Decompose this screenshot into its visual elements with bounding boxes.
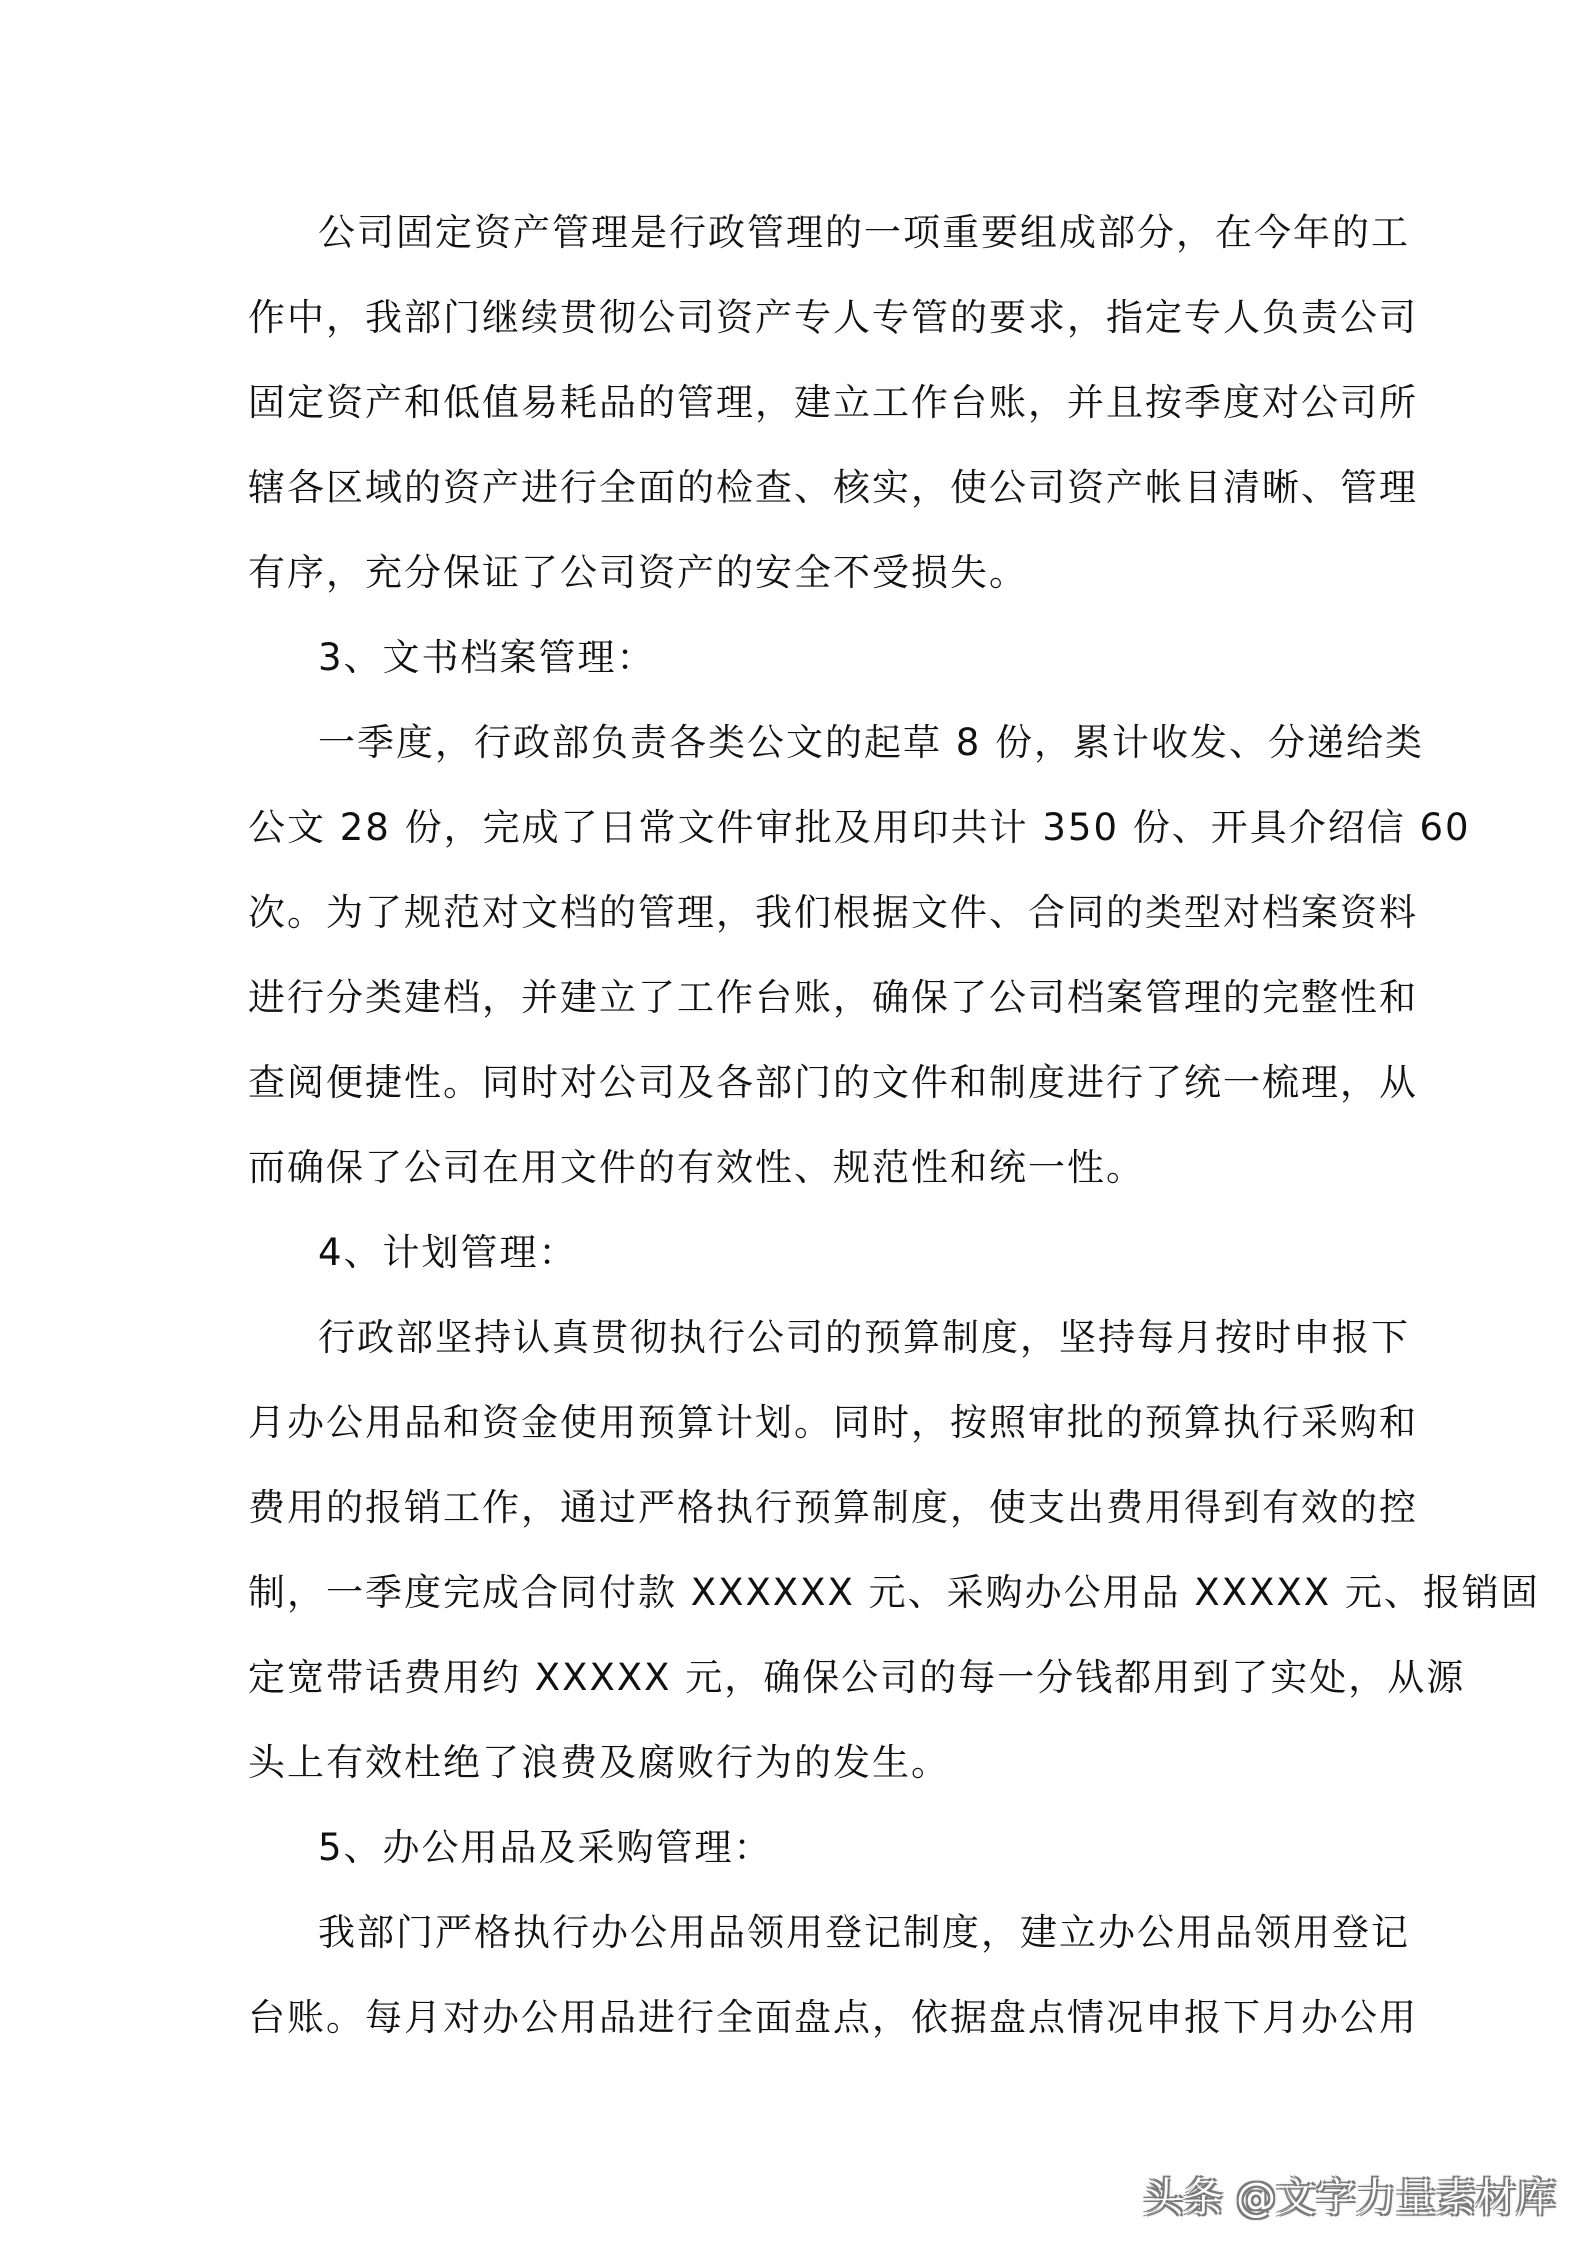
paragraph-line: 月办公用品和资金使用预算计划。同时，按照审批的预算执行采购和 xyxy=(248,1401,1418,1444)
paragraph-line: 公司固定资产管理是行政管理的一项重要组成部分，在今年的工 xyxy=(318,211,1410,254)
paragraph-line: 查阅便捷性。同时对公司及各部门的文件和制度进行了统一梳理，从 xyxy=(248,1061,1418,1104)
paragraph-line: 有序，充分保证了公司资产的安全不受损失。 xyxy=(248,551,1028,594)
paragraph-line: 一季度，行政部负责各类公文的起草 8 份，累计收发、分递给类 xyxy=(318,721,1425,764)
paragraph-line: 辖各区域的资产进行全面的检查、核实，使公司资产帐目清晰、管理 xyxy=(248,466,1418,509)
paragraph-line: 固定资产和低值易耗品的管理，建立工作台账，并且按季度对公司所 xyxy=(248,381,1418,424)
paragraph-line: 制，一季度完成合同付款 XXXXXX 元、采购办公用品 XXXXX 元、报销固 xyxy=(248,1571,1540,1614)
paragraph-line: 头上有效杜绝了浪费及腐败行为的发生。 xyxy=(248,1741,950,1784)
paragraph-line: 定宽带话费用约 XXXXX 元，确保公司的每一分钱都用到了实处，从源 xyxy=(248,1656,1466,1699)
paragraph-line: 公文 28 份，完成了日常文件审批及用印共计 350 份、开具介绍信 60 xyxy=(248,806,1471,849)
paragraph-line: 次。为了规范对文档的管理，我们根据文件、合同的类型对档案资料 xyxy=(248,891,1418,934)
watermark: 头条 @文字力量素材库 xyxy=(1143,2175,1556,2221)
paragraph-line: 台账。每月对办公用品进行全面盘点，依据盘点情况申报下月办公用 xyxy=(248,1996,1418,2039)
paragraph-line: 费用的报销工作，通过严格执行预算制度，使支出费用得到有效的控 xyxy=(248,1486,1418,1529)
section-heading: 3、文书档案管理： xyxy=(318,636,656,679)
paragraph-line: 而确保了公司在用文件的有效性、规范性和统一性。 xyxy=(248,1146,1145,1189)
paragraph-line: 作中，我部门继续贯彻公司资产专人专管的要求，指定专人负责公司 xyxy=(248,296,1418,339)
paragraph-line: 行政部坚持认真贯彻执行公司的预算制度，坚持每月按时申报下 xyxy=(318,1316,1410,1359)
paragraph-line: 进行分类建档，并建立了工作台账，确保了公司档案管理的完整性和 xyxy=(248,976,1418,1019)
section-heading: 4、计划管理： xyxy=(318,1231,578,1274)
section-heading: 5、办公用品及采购管理： xyxy=(318,1826,773,1869)
paragraph-line: 我部门严格执行办公用品领用登记制度，建立办公用品领用登记 xyxy=(318,1911,1410,1954)
